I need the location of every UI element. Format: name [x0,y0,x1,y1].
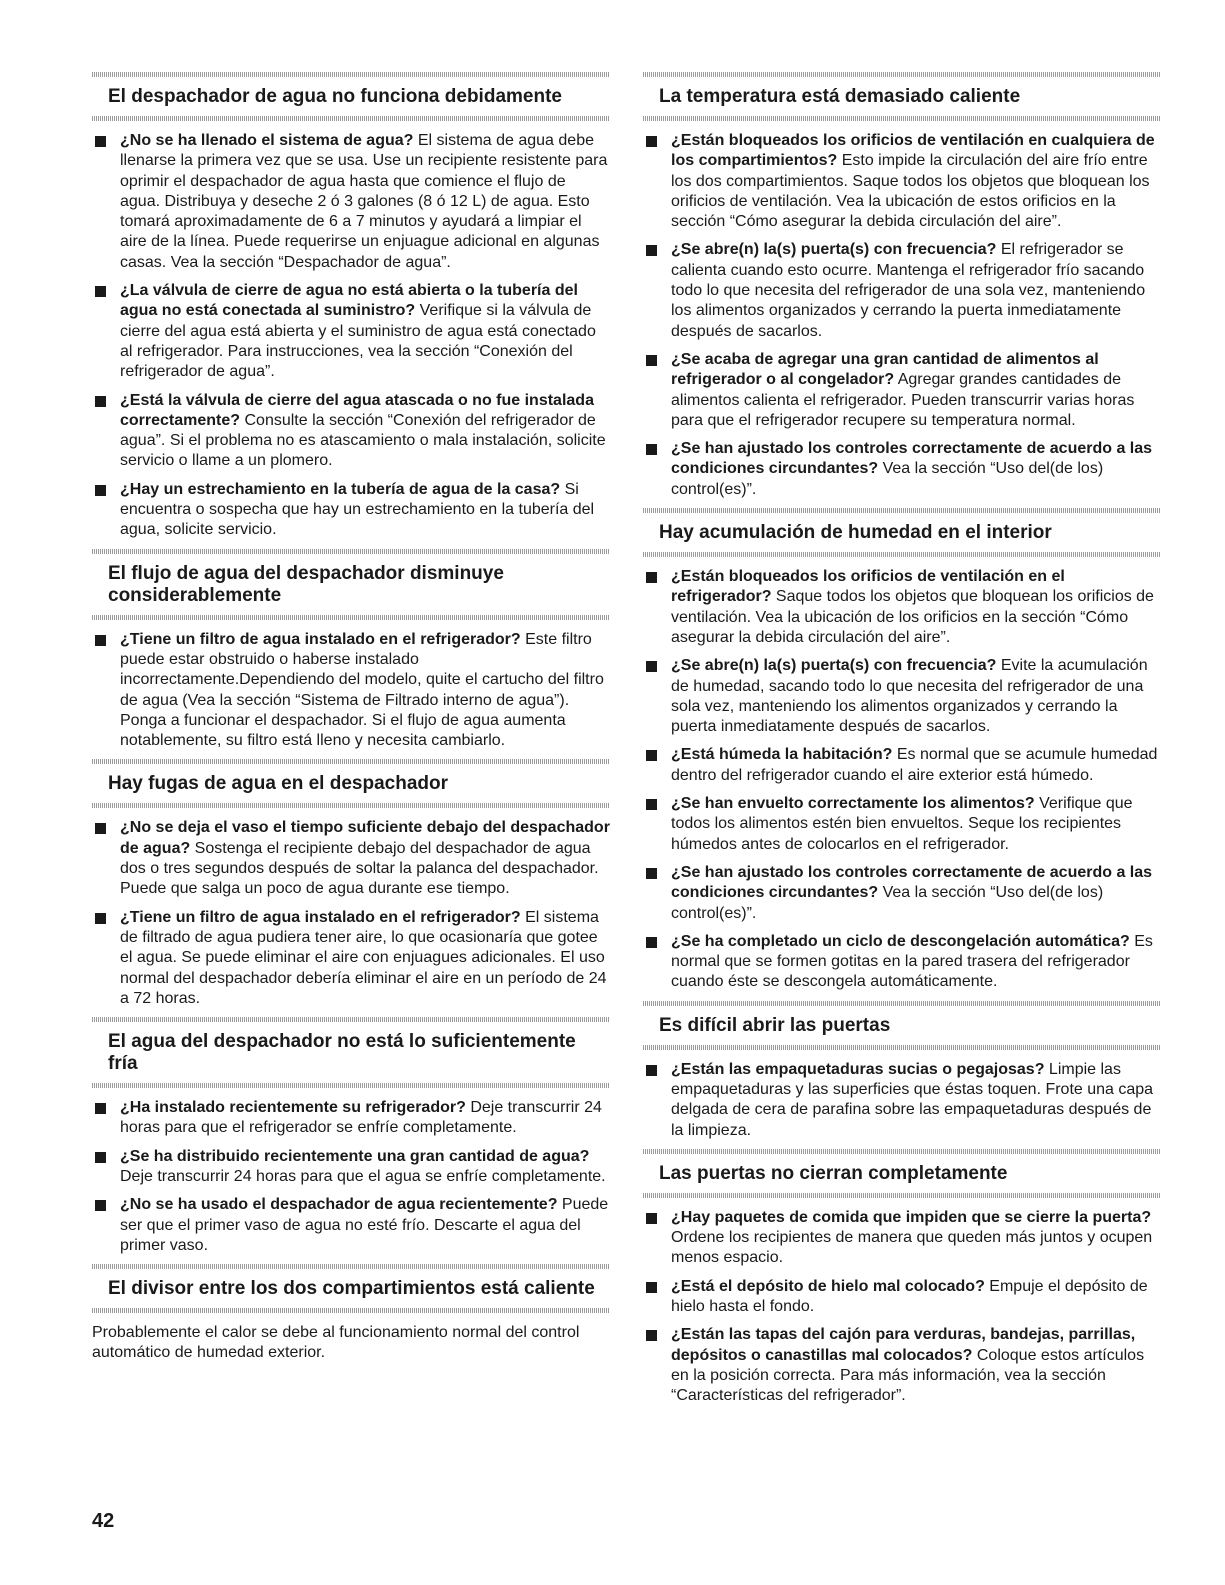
answer: Consulte la sección “Conexión del refrigerador de agua”. Si el problema no es atascamiento o mala instalación, solicite servicio o llame a un plomero. [120,411,606,470]
square-bullet-icon [95,1103,106,1114]
section-flow-decreases [92,549,610,752]
list-item [643,794,1161,855]
answer: Agregar grandes cantidades de alimentos calienta el refrigerador. Pueden transcurrir varias horas para que el refrigerador recupere su temperatura normal. [671,371,1135,429]
list-item [92,1147,610,1188]
question: ¿Están las tapas del cajón para verduras, bandejas, parrillas, depósitos o canastillas mal colocados? [671,1326,1136,1364]
question: ¿Está húmeda la habitación? [671,746,893,764]
question: ¿Está el depósito de hielo mal colocado? [671,1277,985,1295]
answer: Coloque estos artículos en la posición correcta. Para más información, vea la sección “Características del refrigerador”. [671,1346,1145,1405]
section-dispenser-not-working [92,72,610,541]
answer: Ordene los recipientes de manera que queden más juntos y ocupen menos espacio. [671,1229,1153,1267]
square-bullet-icon [646,868,657,879]
square-bullet-icon [646,937,657,948]
section-title: El divisor entre los dos compartimientos está caliente [108,1278,595,1300]
square-bullet-icon [646,245,657,256]
square-bullet-icon [646,355,657,366]
answer: Limpie las empaquetaduras y las superficies que éstas toquen. Frote una capa delgada de cera de parafina sobre las empaquetaduras después de la limpieza. [671,1060,1154,1139]
list-item [643,1277,1161,1318]
list-item [643,240,1161,341]
answer: Vea la sección “Uso del(de los) control(es)”. [671,884,1104,922]
square-bullet-icon [646,1065,657,1076]
list-item [92,818,610,899]
answer: Empuje el depósito de hielo hasta el fondo. [671,1277,1148,1316]
square-bullet-icon [95,823,106,834]
question: ¿Se ha distribuido recientemente una gran cantidad de agua? [120,1147,590,1165]
right-column [643,72,1161,1415]
list-item [643,567,1161,648]
question: ¿Se han ajustado los controles correctamente de acuerdo a las condiciones circundantes? [671,863,1153,902]
question: ¿Se han envuelto correctamente los alimentos? [671,795,1035,813]
list-item [643,439,1161,500]
square-bullet-icon [95,913,106,924]
square-bullet-icon [646,1282,657,1293]
square-bullet-icon [646,799,657,810]
answer: Puede ser que el primer vaso de agua no esté frío. Descarte el agua del primer vaso. [120,1196,609,1254]
square-bullet-icon [646,750,657,761]
question: ¿Se abre(n) la(s) puerta(s) con frecuencia? [671,657,997,675]
list-item [643,1060,1161,1141]
answer: Este filtro puede estar obstruido o haberse instalado incorrectamente.Dependiendo del modelo, quite el cartucho del filtro de agua (Vea la sección “Sistema de Filtrado interno de agua”). Ponga a funcionar el despachador. Si el flujo de agua aumenta notablemente, su filtro está lleno y necesita cambiarlo. [120,630,604,750]
answer: Es normal que se formen gotitas en la pared trasera del refrigerador cuando éste se descongela automáticamente. [671,932,1153,991]
square-bullet-icon [646,444,657,455]
question: ¿No se deja el vaso el tiempo suficiente debajo del despachador de agua? [120,819,610,857]
question: ¿Se han ajustado los controles correctamente de acuerdo a las condiciones circundantes? [671,440,1153,478]
section-doors-hard-to-open [643,1001,1161,1141]
list-item [643,863,1161,924]
list-item [92,480,610,541]
answer: Saque todos los objetos que bloquean los orificios de ventilación. Vea la ubicación de los orificios en la sección “Cómo asegurar la debida circulación del aire”. [671,588,1154,646]
answer: Evite la acumulación de humedad, sacando todo lo que necesita del refrigerador de una sola vez, manteniendo los alimentos organizados y cerrando la puerta inmediatamente después de sacarlos. [671,657,1148,736]
section-divider-hot [92,1264,610,1364]
section-title: El despachador de agua no funciona debidamente [108,86,562,107]
answer: El sistema de agua debe llenarse la primera vez que se usa. Use un recipiente resistente para oprimir el despachador de agua hasta que comience el flujo de agua. Distribuya y deseche 2 ó 3 galones (8 ó 12 L) de agua. Esto tomará aproximadamente de 6 a 7 minutos y ayudará a limpiar el aire de la línea. Puede requerirse un enjuague adicional en algunas casas. Vea la sección “Despachador de agua”. [120,132,608,271]
question: ¿Se ha completado un ciclo de descongelación automática? [671,932,1130,950]
list-item [643,350,1161,431]
section-moisture-buildup [643,508,1161,993]
square-bullet-icon [646,1330,657,1341]
square-bullet-icon [95,635,106,646]
square-bullet-icon [646,572,657,583]
list-item [643,1325,1161,1406]
section-title: Es difícil abrir las puertas [659,1014,891,1036]
question: ¿Están las empaquetaduras sucias o pegajosas? [671,1060,1045,1078]
page-number: 42 [92,1510,115,1532]
answer: Vea la sección “Uso del(de los) control(es)”. [671,460,1104,498]
question: ¿Están bloqueados los orificios de ventilación en cualquiera de los compartimientos? [671,132,1155,170]
answer: Deje transcurrir 24 horas para que el refrigerador se enfríe completamente. [120,1099,602,1137]
question: ¿No se ha llenado el sistema de agua? [120,132,414,149]
question: ¿Ha instalado recientemente su refrigerador? [120,1099,466,1117]
list-item [92,391,610,472]
section-title: Las puertas no cierran completamente [659,1162,1008,1184]
section-title: Hay fugas de agua en el despachador [108,773,448,795]
list-item [92,131,610,273]
list-item [643,1208,1161,1269]
section-doors-not-closing [643,1149,1161,1407]
answer: Sostenga el recipiente debajo del despachador de agua dos o tres segundos después de soltar la palanca del despachador. Puede que salga un poco de agua durante ese tiempo. [120,839,599,898]
question: ¿Se acaba de agregar una gran cantidad de alimentos al refrigerador o al congelador? [671,350,1099,389]
square-bullet-icon [95,1200,106,1211]
answer: El sistema de filtrado de agua pudiera tener aire, lo que ocasionaría que gotee el agua. Se puede eliminar el aire con enjuagues adicionales. El uso normal del despachador debería eliminar el aire en un período de 24 a 72 horas. [120,908,607,1007]
section-title: La temperatura está demasiado caliente [659,86,1021,107]
question: ¿Tiene un filtro de agua instalado en el refrigerador? [120,908,521,926]
list-item [92,1195,610,1256]
left-column [92,72,610,1368]
list-item [643,932,1161,993]
answer: Si encuentra o sospecha que hay un estrechamiento en la tubería del agua, solicite servicio. [120,480,595,539]
square-bullet-icon [95,485,106,496]
list-item [643,656,1161,737]
square-bullet-icon [646,1213,657,1224]
section-temperature-too-warm [643,72,1161,500]
list-item [92,1098,610,1139]
answer: Deje transcurrir 24 horas para que el agua se enfríe completamente. [120,1167,606,1185]
square-bullet-icon [646,136,657,147]
square-bullet-icon [95,1152,106,1163]
answer: El refrigerador se calienta cuando esto ocurre. Mantenga el refrigerador frío sacando todo lo que necesita del refrigerador de una sola vez, manteniendo los alimentos organizados y cerrando la puerta inmediatamente después de sacarlos. [671,241,1146,340]
list-item [92,908,610,1009]
question: ¿Se abre(n) la(s) puerta(s) con frecuencia? [671,241,997,259]
answer: Es normal que se acumule humedad dentro del refrigerador cuando el aire exterior está húmedo. [671,746,1158,784]
section-title: Hay acumulación de humedad en el interior [659,522,1052,544]
question: ¿Hay un estrechamiento en la tubería de agua de la casa? [120,480,561,498]
square-bullet-icon [95,396,106,407]
square-bullet-icon [646,661,657,672]
question: ¿La válvula de cierre de agua no está abierta o la tubería del agua no está conectada al suministro? [120,282,578,320]
square-bullet-icon [95,286,106,297]
section-water-not-cold [92,1017,610,1256]
question: ¿Hay paquetes de comida que impiden que se cierre la puerta? [671,1208,1152,1226]
answer: Verifique que todos los alimentos estén bien envueltos. Seque los recipientes húmedos antes de colocarlos en el refrigerador. [671,795,1133,853]
question: ¿Están bloqueados los orificios de ventilación en el refrigerador? [671,568,1065,606]
section-title: El agua del despachador no está lo suficientemente fría [108,1031,576,1075]
list-item [643,745,1161,786]
list-item [92,281,610,382]
answer: Esto impide la circulación del aire frío entre los dos compartimientos. Saque todos los objetos que bloquean los orificios de ventilación. Vea la ubicación de estos orificios en la sección “Cómo asegurar la debida circulación del aire”. [671,152,1150,231]
square-bullet-icon [95,136,106,147]
question: ¿No se ha usado el despachador de agua recientemente? [120,1196,558,1214]
section-dispenser-leaks [92,759,610,1009]
list-item [643,131,1161,232]
list-item [92,630,610,752]
question: ¿Está la válvula de cierre del agua atascada o no fue instalada correctamente? [120,391,594,429]
section-title: El flujo de agua del despachador disminuye considerablemente [108,562,504,606]
section-paragraph: Probablemente el calor se debe al funcionamiento normal del control automático de humedad exterior. [92,1324,580,1362]
answer: Verifique si la válvula de cierre del agua está abierta y el suministro de agua está conectado al refrigerador. Para instrucciones, vea la sección “Conexión del refrigerador de agua”. [120,302,596,381]
question: ¿Tiene un filtro de agua instalado en el refrigerador? [120,630,521,648]
